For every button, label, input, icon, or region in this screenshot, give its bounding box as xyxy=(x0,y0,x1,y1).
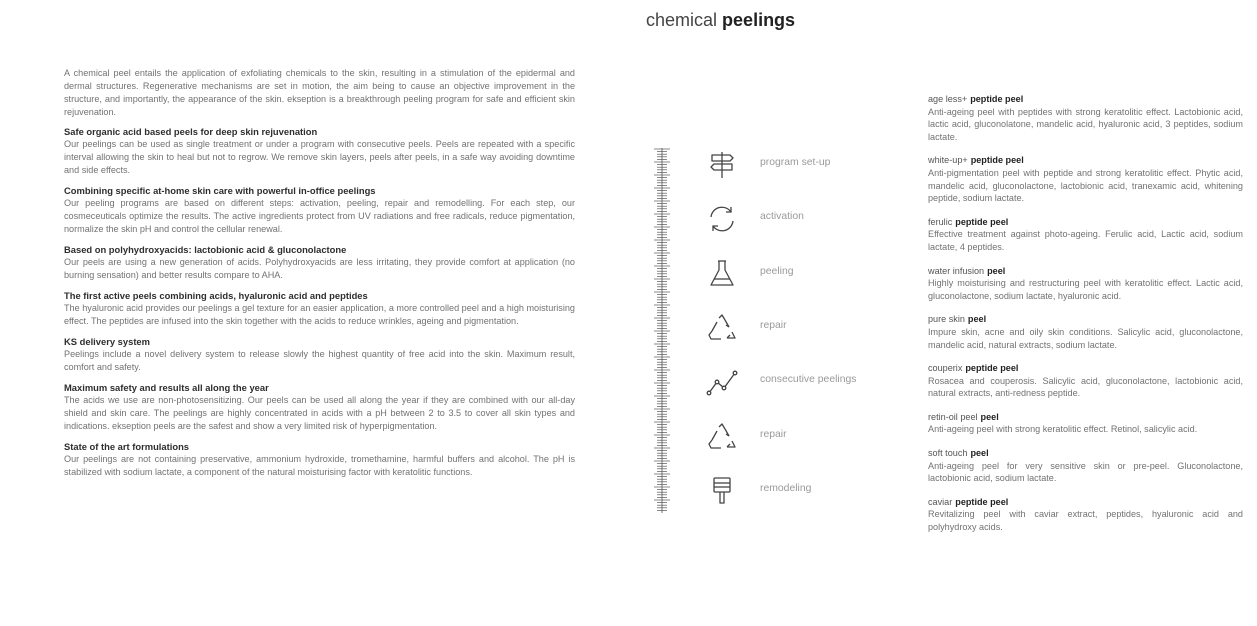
step-repair xyxy=(705,313,895,343)
section xyxy=(64,184,575,236)
section xyxy=(64,381,575,433)
section-body: Our peelings are not containing preservative, ammonium hydroxide, tromethamine, harmful buffers and alcohol. The pH is stabilized with sodium lactate, a component of the natural moisturising factor with keratolitic functions. xyxy=(64,454,575,477)
step-label: peeling xyxy=(760,266,794,277)
peel-name: white-up+ peptide peel xyxy=(928,155,1024,166)
peel-item xyxy=(928,362,1243,400)
peel-item xyxy=(928,265,1243,303)
step-program-set-up xyxy=(705,150,895,180)
step-label: activation xyxy=(760,211,804,222)
step-label: program set-up xyxy=(760,157,831,168)
peel-item xyxy=(928,93,1243,143)
trend-line-icon xyxy=(705,367,739,397)
step-label: remodeling xyxy=(760,483,812,494)
section xyxy=(64,335,575,374)
peel-item xyxy=(928,154,1243,204)
section-heading: Safe organic acid based peels for deep skin rejuvenation xyxy=(64,126,318,137)
description-column xyxy=(64,67,575,486)
peel-name: retin-oil peel peel xyxy=(928,411,999,422)
peel-item xyxy=(928,411,1243,436)
section xyxy=(64,125,575,177)
section-heading: State of the art formulations xyxy=(64,441,190,452)
step-activation xyxy=(705,204,895,234)
peel-description: Anti-ageing peel with strong keratolitic effect. Retinol, salicylic acid. xyxy=(928,424,1198,435)
cycle-arrows-icon xyxy=(705,204,739,234)
section-heading: The first active peels combining acids, hyaluronic acid and peptides xyxy=(64,290,368,301)
step-label: consecutive peelings xyxy=(760,374,857,385)
peel-description: Anti-ageing peel for very sensitive skin or pre-peel. Gluconolactone, lactobionic acid, sodium lactate. xyxy=(928,460,1243,484)
section-body: Our peelings can be used as single treatment or under a program with consecutive peels. Peels are repeated with a specific interval allowing the skin to heal but not to regrow. We remove skin layers, peels after peels, in a safe way avoiding downtime and side effects. xyxy=(64,139,575,175)
peel-description: Revitalizing peel with caviar extract, peptides, hyaluronic acid and polyhydroxy acids. xyxy=(928,509,1243,533)
section-body: Our peeling programs are based on different steps: activation, peeling, repair and remodelling. For each step, our cosmeceuticals optimize the results. The active ingredients protect from UV radiations and free radicals, reduce pigmentation, normalize the skin pH and control the cellular renewal. xyxy=(64,198,575,234)
section xyxy=(64,440,575,479)
peel-item xyxy=(928,447,1243,485)
step-repair xyxy=(705,422,895,452)
section-body: The acids we use are non-photosensitizing. Our peels can be used all along the year if they are combined with our all-day shield and skin care. The peelings are highly concentrated in acids with a pH between 2 to 3.5 to cover all skin types and indications. ekseption peels are the safest and show a very limited risk of hyperpigmentation. xyxy=(64,395,575,431)
step-label: repair xyxy=(760,429,787,440)
peel-list xyxy=(928,93,1243,545)
section-heading: KS delivery system xyxy=(64,336,150,347)
recycle-icon xyxy=(705,422,739,452)
section-heading: Maximum safety and results all along the year xyxy=(64,382,269,393)
peel-description: Anti-ageing peel with peptides with strong keratolitic effect. Lactobionic acid, lactic acid, gluconolatone, mandelic acid, hyaluronic acid, 3 peptides, sodium lactate. xyxy=(928,106,1243,142)
section-body: The hyaluronic acid provides our peelings a gel texture for an easier application, a more controlled peel and a high moisturising effect. The peptides are infused into the skin together with the acids to reduce wrinkles, ageing and pigmentation. xyxy=(64,303,575,326)
section-body: Our peels are using a new generation of acids. Polyhydroxyacids are less irritating, they provide comfort at application (no burning sensation) and better results compare to AHA. xyxy=(64,257,575,280)
section-heading: Combining specific at-home skin care with powerful in-office peelings xyxy=(64,185,376,196)
step-label: repair xyxy=(760,320,787,331)
peel-description: Highly moisturising and restructuring peel with keratolitic effect. Lactic acid, gluconolactone, sodium lactate, hyaluronic acid. xyxy=(928,278,1243,301)
peel-name: soft touch peel xyxy=(928,448,989,459)
intro-paragraph: A chemical peel entails the application of exfoliating chemicals to the skin, resulting in a stimulation of the epidermal and dermal structures. Regenerative mechanisms are set in motion, the aim being to cause an objective improvement in the structure, and importantly, the appearance of the skin. ekseption is a breakthrough peeling program for safe and efficient skin rejuvenation. xyxy=(64,68,575,117)
peel-name: age less+ peptide peel xyxy=(928,94,1024,104)
peel-item xyxy=(928,496,1243,534)
peel-description: Effective treatment against photo-ageing. Ferulic acid, Lactic acid, sodium lactate, 4 peptides. xyxy=(928,229,1243,252)
page-title-light: chemical xyxy=(646,10,718,30)
peel-name: couperix peptide peel xyxy=(928,363,1019,374)
section xyxy=(64,289,575,328)
peel-name: caviar peptide peel xyxy=(928,496,1009,507)
ruler-graphic xyxy=(654,148,670,513)
paint-brush-icon xyxy=(705,476,739,506)
section-body: Peelings include a novel delivery system to release slowly the highest quantity of free acid into the skin. Maximum result, comfort and safety. xyxy=(64,349,575,372)
signpost-icon xyxy=(705,150,739,180)
page-title xyxy=(646,10,795,31)
peel-item xyxy=(928,313,1243,351)
step-remodeling xyxy=(705,476,895,506)
page-title-bold: peelings xyxy=(722,10,796,30)
peel-item xyxy=(928,216,1243,254)
peel-description: Anti-pigmentation peel with peptide and strong keratolitic effect. Phytic acid, mandelic acid, gluconolactone, lactobionic acid, tranexamic acid, whitening peptide, sodium lactate. xyxy=(928,167,1243,204)
step-peeling xyxy=(705,259,895,289)
peel-name: ferulic peptide peel xyxy=(928,216,1009,227)
peel-name: pure skin peel xyxy=(928,314,987,325)
section-heading: Based on polyhydroxyacids: lactobionic acid & gluconolactone xyxy=(64,244,347,255)
flask-icon xyxy=(705,259,739,289)
peel-description: Rosacea and couperosis. Salicylic acid, gluconolactone, lactobionic acid, natural extracts, anti-redness peptide. xyxy=(928,375,1243,399)
step-consecutive-peelings xyxy=(705,367,895,397)
peel-description: Impure skin, acne and oily skin conditions. Salicylic acid, gluconolactone, mandelic acid, natural extracts, sodium lactate. xyxy=(928,326,1243,350)
section xyxy=(64,243,575,282)
recycle-icon xyxy=(705,313,739,343)
peel-name: water infusion peel xyxy=(928,265,1006,276)
